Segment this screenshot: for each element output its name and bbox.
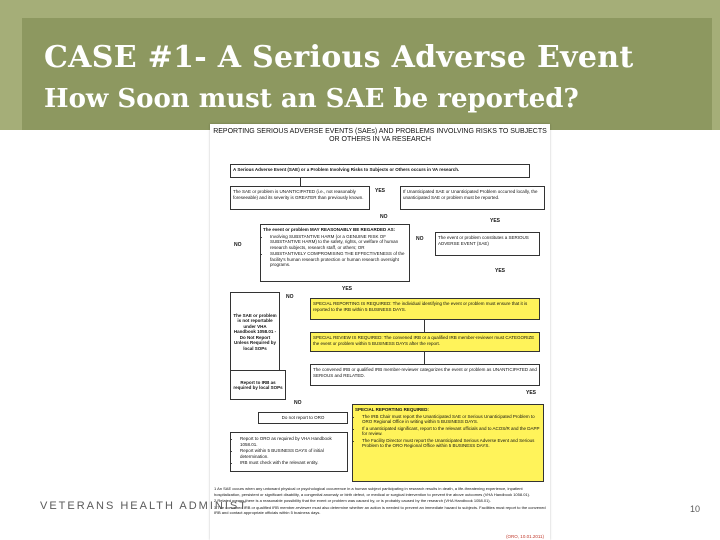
yes-label: YES <box>495 268 506 274</box>
harm-criteria-box <box>260 224 410 282</box>
yes-label: YES <box>375 188 386 194</box>
yes-label: YES <box>342 286 353 292</box>
local-problem-box: If Unanticipated SAE or Unanticipated Problem occurred locally, the unanticipated SAE or problem must be reported. <box>400 186 545 210</box>
yes-label: YES <box>490 218 501 224</box>
no-label: NO <box>294 400 302 406</box>
footnote: 1 An SAE occurs when any untoward physical or psychological occurrence in a human subject participating in research results in death, a life-threatening experience, inpatient hospitalization, persistent or significant disability, a congenital anomaly or birth defect, or medical or surgical intervention to prevent the above outcomes (VHA Handbook 1058.01). <box>214 486 531 497</box>
harm-criteria-item: • SUBSTANTIVELY COMPROMISING THE EFFECTIVENESS of the facility's human research protection or human research oversight programs. <box>270 251 407 268</box>
unanticipated-question-box: The SAE or problem is UNANTICIPATED (i.e., not reasonably foreseeable) and its severity is GREATER than previously known. <box>230 186 370 210</box>
special-reporting-title: SPECIAL REPORTING REQUIRED: <box>355 407 429 412</box>
sae-box: The event or problem constitutes a SERIOUS ADVERSE EVENT (SAE) <box>435 232 540 256</box>
harm-criteria-title: The event or problem MAY REASONABLY BE REGARDED AS: <box>263 227 396 232</box>
flowchart-heading: REPORTING SERIOUS ADVERSE EVENTS (SAEs) AND PROBLEMS INVOLVING RISKS TO SUBJECTS OR OTHERS IN VA RESEARCH <box>213 128 547 143</box>
footnote: 2 Related means there is a reasonable possibility that the event or problem was caused by, or is probably caused by the research (VHA Handbook 1058.01). <box>214 498 491 503</box>
oro-reporting-item: • IRB must check with the relevant entity. <box>240 460 345 466</box>
special-reporting-required-box <box>352 404 544 482</box>
footnotes <box>214 486 546 517</box>
yes-label: YES <box>526 390 537 396</box>
citation: (ORO, 10.01.2011) <box>506 534 544 539</box>
no-label: NO <box>416 236 424 242</box>
special-reporting-item: • If a unanticipated significant, report to the relevant officials and to ACOS/R and the DAPP for review. <box>362 426 541 437</box>
no-label: NO <box>234 242 242 248</box>
connector <box>424 320 425 332</box>
oro-reporting-list <box>230 432 348 472</box>
special-reporting-box: SPECIAL REPORTING IS REQUIRED: The individual identifying the event or problem must ensure that it is reported to the IRB within 5 BUSINESS DAYS. <box>310 298 540 320</box>
special-reporting-item: • The Facility Director must report the Unanticipated Serious Adverse Event and Serious Problem to the ORO Regional Office within 5 BUSINESS DAYS. <box>362 438 541 449</box>
connector <box>424 352 425 364</box>
no-label: NO <box>380 214 388 220</box>
no-oro-report-box: Do not report to ORO <box>258 412 348 424</box>
slide-title: CASE #1- A Serious Adverse Event <box>44 40 634 75</box>
connector <box>300 178 301 186</box>
categorize-decision-box: The convened IRB or qualified IRB member-reviewer categorizes the event or problem as UNANTICIPATED and SERIOUS and RELATED. <box>310 364 540 386</box>
no-label: NO <box>286 294 294 300</box>
footnote: 3 The convened IRB or qualified IRB member-reviewer must also determine whether an action is needed to prevent an immediate hazard to subjects. Facilities must report to the convened IRB and contact appropriate officials within 5 business days. <box>214 504 546 515</box>
sae-reporting-flowchart <box>210 124 550 540</box>
page-number: 10 <box>690 504 701 514</box>
footer-organization: VETERANS HEALTH ADMINIST <box>40 500 248 512</box>
harm-criteria-item: • Involving SUBSTANTIVE HARM (or a GENUINE RISK OF SUBSTANTIVE HARM) to the safety, rights, or welfare of human research subjects, research staff, or others; OR <box>270 234 407 251</box>
special-reporting-item: • The IRB Chair must report the Unanticipated SAE or Serious Unanticipated Problem to ORO Regional Office in writing within 5 BUSINESS DAYS. <box>362 414 541 425</box>
special-review-box: SPECIAL REVIEW IS REQUIRED: The convened IRB or a qualified IRB member-reviewer must CATEGORIZE the event or problem within 5 BUSINESS DAYS after the report. <box>310 332 540 352</box>
oro-reporting-item: • Report within 5 BUSINESS DAYS of initial determination. <box>240 448 345 459</box>
not-reportable-box: The SAE or problem is not reportable under VHA Handbook 1058.01 - Do Not Report Unless Required by local SOPs <box>230 292 280 372</box>
report-local-box: Report to IRB as required by local SOPs <box>230 370 286 400</box>
slide-subtitle: How Soon must an SAE be reported? <box>44 84 579 114</box>
oro-reporting-item: • Report to ORO as required by VHA Handbook 1058.01. <box>240 436 345 447</box>
start-box: A Serious Adverse Event (SAE) or a Problem Involving Risks to Subjects or Others occurs in VA research. <box>230 164 530 178</box>
